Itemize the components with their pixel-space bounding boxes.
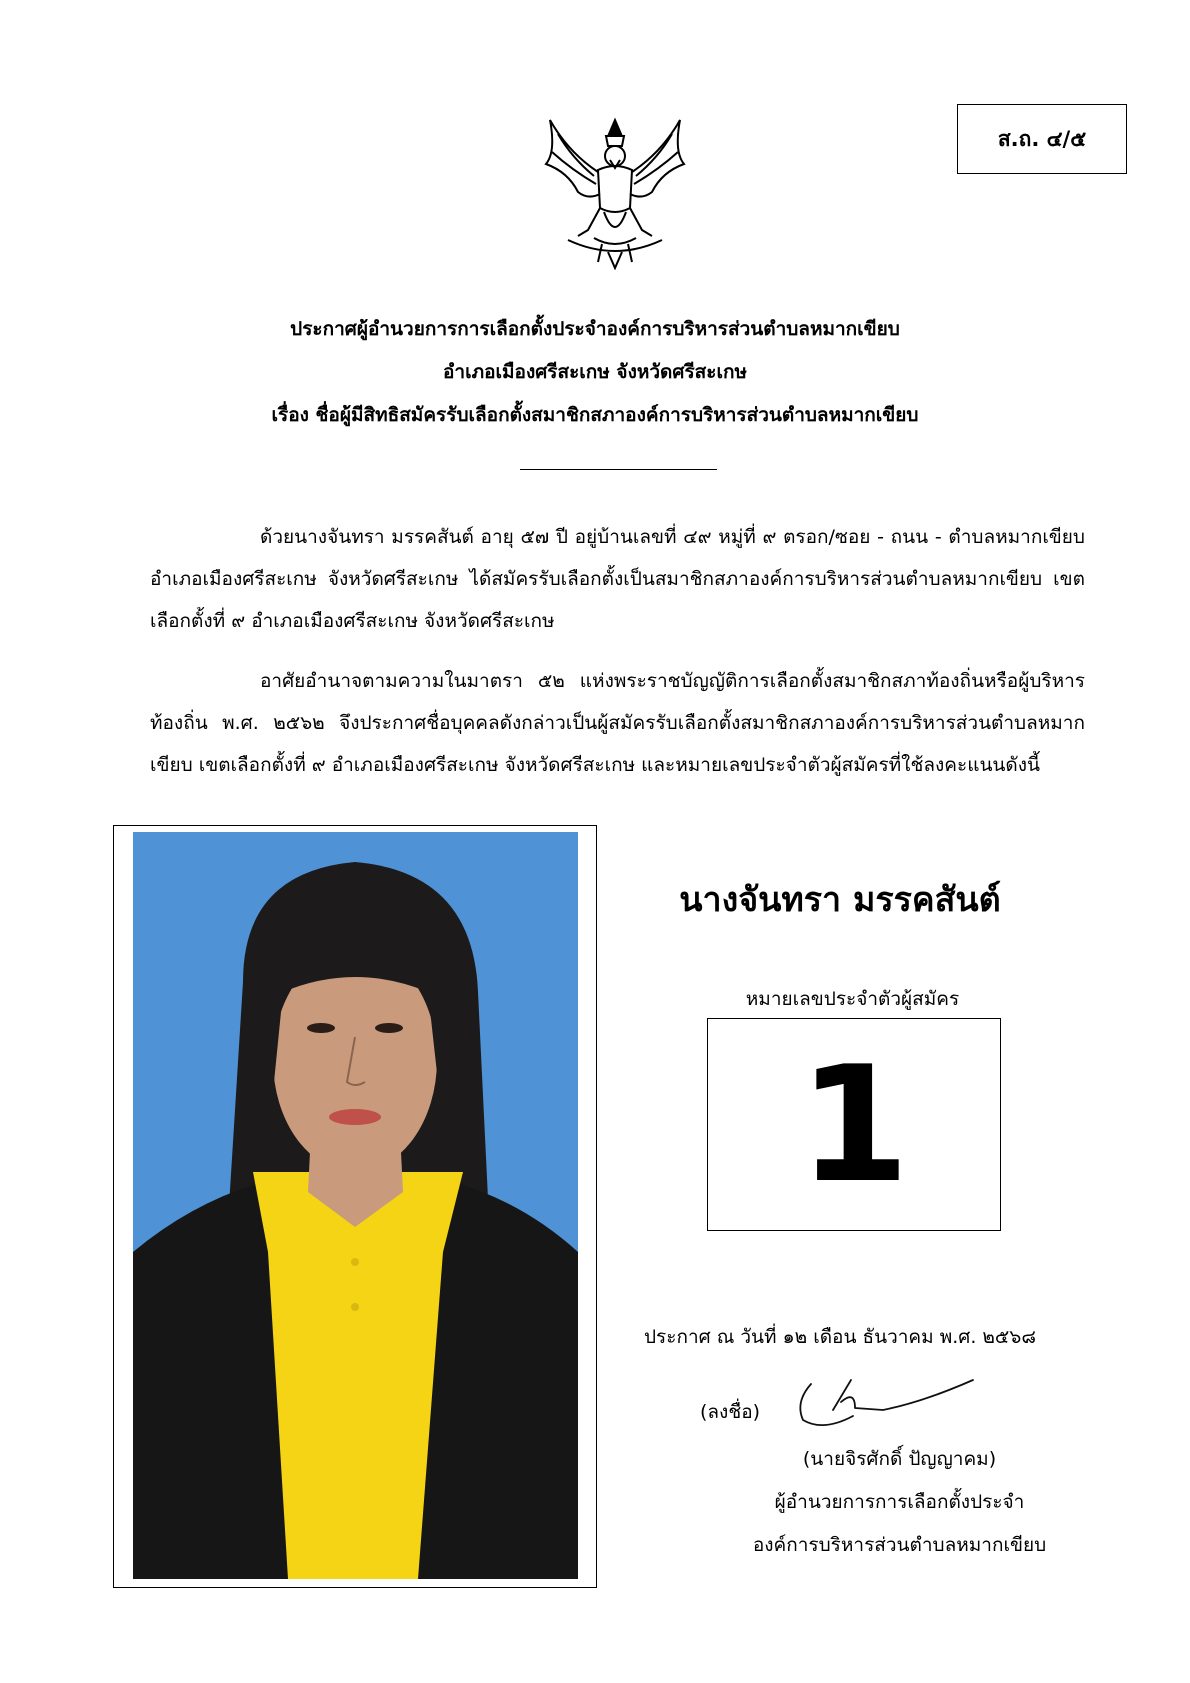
header-divider [520, 469, 717, 470]
body-paragraph-2: อาศัยอำนาจตามความในมาตรา ๕๒ แห่งพระราชบัญญัติการเลือกตั้งสมาชิกสภาท้องถิ่นหรือผู้บริหารท้องถิ่น พ.ศ. ๒๕๖๒ จึงประกาศชื่อบุคคลดังกล่าวเป็นผู้สมัครรับเลือกตั้งสมาชิกสภาองค์การบริหารส่วนตำบลหมากเขียบ เขตเลือกตั้งที่ ๙ อำเภอเมืองศรีสะเกษ จังหวัดศรีสะเกษ และหมายเลขประจำตัวผู้สมัครที่ใช้ลงคะแนนดังนี้ [150, 670, 1085, 776]
candidate-photo [133, 832, 578, 1579]
candidate-number: 1 [798, 1030, 910, 1218]
signer-position-line-1: ผู้อำนวยการการเลือกตั้งประจำ [774, 1491, 1025, 1513]
sign-label: (ลงชื่อ) [700, 1401, 761, 1423]
garuda-emblem-icon [538, 112, 692, 270]
body-paragraph-1: ด้วยนางจันทรา มรรคสันต์ อายุ ๕๗ ปี อยู่บ้านเลขที่ ๔๙ หมู่ที่ ๙ ตรอก/ซอย - ถนน - ตำบลหมากเขียบ อำเภอเมืองศรีสะเกษ จังหวัดศรีสะเกษ ได้สมัครรับเลือกตั้งเป็นสมาชิกสภาองค์การบริหารส่วนตำบลหมากเขียบ เขตเลือกตั้งที่ ๙ อำเภอเมืองศรีสะเกษ จังหวัดศรีสะเกษ [150, 526, 1085, 632]
candidate-number-box [707, 1018, 1001, 1231]
signature-image [793, 1372, 978, 1432]
header-subject: เรื่อง ชื่อผู้มีสิทธิสมัครรับเลือกตั้งสมาชิกสภาองค์การบริหารส่วนตำบลหมากเขียบ [271, 404, 919, 426]
signer-position-line-2: องค์การบริหารส่วนตำบลหมากเขียบ [752, 1534, 1047, 1556]
header-line-1: ประกาศผู้อำนวยการการเลือกตั้งประจำองค์การบริหารส่วนตำบลหมากเขียบ [290, 318, 900, 340]
candidate-number-label: หมายเลขประจำตัวผู้สมัคร [745, 988, 960, 1010]
signer-name: (นายจิรศักดิ์ ปัญญาคม) [802, 1448, 997, 1470]
form-code-box [957, 104, 1127, 174]
header-line-2: อำเภอเมืองศรีสะเกษ จังหวัดศรีสะเกษ [443, 361, 747, 383]
form-code: ส.ถ. ๔/๕ [997, 126, 1087, 151]
candidate-name: นางจันทรา มรรคสันต์ [679, 880, 1001, 920]
announcement-date: ประกาศ ณ วันที่ ๑๒ เดือน ธันวาคม พ.ศ. ๒๕๖๘ [643, 1326, 1037, 1348]
